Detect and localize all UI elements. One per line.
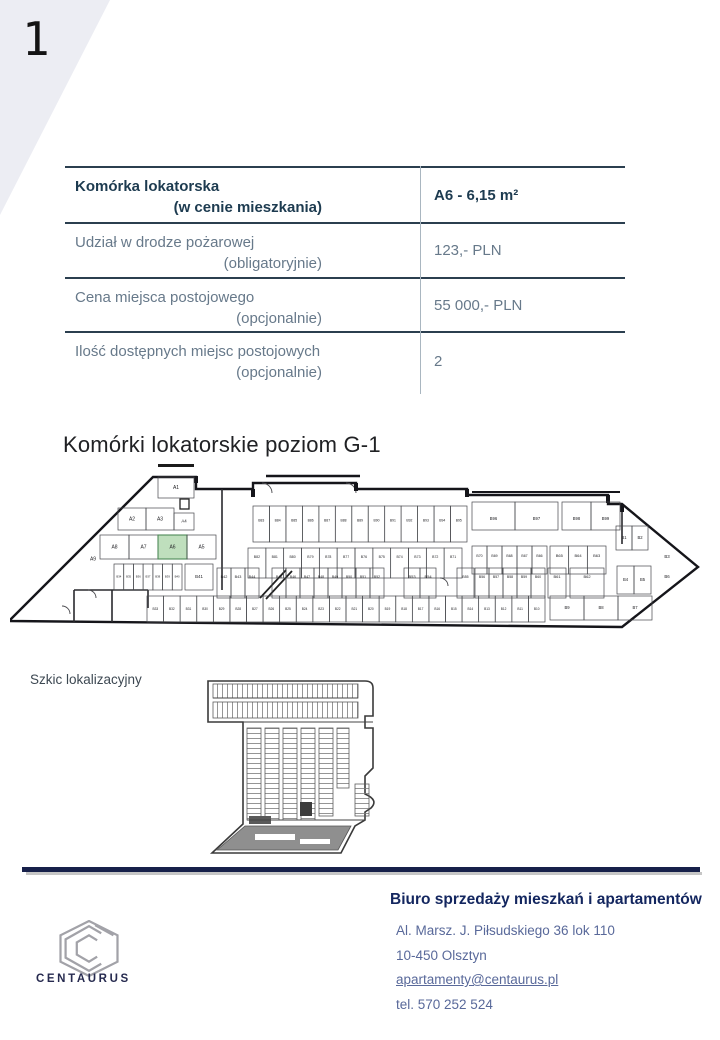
plan-cell-label-A9: A9 <box>89 556 97 563</box>
plan-cell-label-B28: B28 <box>235 606 242 611</box>
plan-cell-label-B93: B93 <box>422 518 429 523</box>
plan-cell-label-B88: B88 <box>340 518 347 523</box>
row-value: 2 <box>434 352 443 370</box>
plan-cell-label-A1: A1 <box>172 484 180 491</box>
plan-cell-label-B80: B80 <box>289 554 296 559</box>
floor-plan-svg <box>10 468 710 643</box>
centaurus-logo-icon <box>56 920 122 977</box>
table-row <box>65 222 625 277</box>
plan-cell-label-B62: B62 <box>583 574 591 580</box>
row-label <box>65 168 420 222</box>
row-label-main: Komórka lokatorska <box>75 178 220 195</box>
table-row <box>65 277 625 331</box>
plan-cell-label-A6: A6 <box>169 544 176 551</box>
brand-name: CENTAURUS <box>36 973 131 985</box>
plan-cell-label-B76: B76 <box>360 554 368 559</box>
plan-cell-label-B56: B56 <box>478 574 486 579</box>
plan-cell-label-B17: B17 <box>417 606 424 611</box>
plan-cell-label-B85: B85 <box>291 518 298 523</box>
plan-cell-label-B24: B24 <box>301 606 308 611</box>
plan-cell-label-B81: B81 <box>271 554 278 559</box>
plan-cell-label-A7: A7 <box>140 544 147 551</box>
plan-cell-label-B60: B60 <box>534 574 542 579</box>
plan-cell-label-B84: B84 <box>274 518 281 523</box>
plan-cell-label-B8: B8 <box>598 605 604 611</box>
plan-cell-label-B69: B69 <box>491 554 498 559</box>
plan-cell-label-B59: B59 <box>520 574 528 579</box>
plan-cell-label-B13: B13 <box>484 606 490 611</box>
plan-cell-label-B29: B29 <box>218 606 225 611</box>
plan-cell-label-B9: B9 <box>564 605 570 611</box>
plan-cell-label-B32: B32 <box>169 606 175 611</box>
plan-cell-label-B35: B35 <box>126 574 132 579</box>
row-label-main: Ilość dostępnych miejsc postojowych <box>75 343 321 360</box>
plan-cell-label-B33: B33 <box>152 606 159 611</box>
plan-cell-label-B70: B70 <box>476 554 483 559</box>
row-label-sub: (w cenie mieszkania) <box>173 199 322 216</box>
plan-cell-label-B73: B73 <box>414 554 421 559</box>
title-underline <box>158 464 194 467</box>
plan-cell-label-B90: B90 <box>373 518 380 523</box>
office-title: Biuro sprzedaży mieszkań i apartamentów <box>390 891 702 908</box>
row-label-sub: (opcjonalnie) <box>236 310 322 327</box>
plan-cell-label-B61: B61 <box>553 574 561 580</box>
plan-cell-label-A8: A8 <box>111 544 118 551</box>
plan-cell-label-B21: B21 <box>351 606 358 611</box>
plan-cell-label-B27: B27 <box>251 606 258 611</box>
plan-cell-label-A3: A3 <box>156 516 164 523</box>
plan-cell-label-B37: B37 <box>145 574 151 579</box>
plan-cell-label-B46: B46 <box>289 574 297 579</box>
row-value: 123,- PLN <box>434 242 502 259</box>
plan-cell-label-B18: B18 <box>401 606 407 611</box>
row-label-main: Cena miejsca postojowego <box>75 289 255 306</box>
plan-cell-label-B49: B49 <box>331 574 339 579</box>
plan-cell-label-B51: B51 <box>359 574 367 579</box>
plan-cell-label-B20: B20 <box>368 606 374 611</box>
plan-cell-label-B95: B95 <box>455 518 462 523</box>
plan-cell-label-B97: B97 <box>532 515 541 521</box>
phone-number: tel. 570 252 524 <box>396 996 493 1012</box>
plan-cell-label-B67: B67 <box>521 554 528 559</box>
row-label-sub: (opcjonalnie) <box>236 364 322 381</box>
plan-cell-label-B57: B57 <box>492 574 500 579</box>
plan-cell-label-B53: B53 <box>408 574 416 580</box>
plan-cell-label-B77: B77 <box>342 554 350 559</box>
plan-cell-label-A4: A4 <box>181 518 187 524</box>
plan-cell-label-B34: B34 <box>116 574 122 579</box>
plan-cell-label-B11: B11 <box>517 606 523 611</box>
plan-cell-label-B40: B40 <box>174 574 180 579</box>
plan-cell-label-B83: B83 <box>258 518 265 523</box>
plan-cell-label-B86: B86 <box>307 518 314 523</box>
plan-cell-label-B50: B50 <box>345 574 353 579</box>
contact-block <box>396 919 615 1017</box>
plan-cell-label-B26: B26 <box>268 606 275 611</box>
plan-cell-label-B94: B94 <box>439 518 446 523</box>
plan-cell-label-B64: B64 <box>574 553 582 559</box>
plan-cell-label-B65: B65 <box>555 553 563 559</box>
table-row <box>65 331 625 389</box>
plan-cell-label-B38: B38 <box>155 574 161 579</box>
address-line1: Al. Marsz. J. Piłsudskiego 36 lok 110 <box>396 923 615 938</box>
row-value: A6 - 6,15 m² <box>434 186 519 204</box>
plan-cell-label-B1: B1 <box>621 535 627 541</box>
plan-cell-label-A2: A2 <box>128 516 136 523</box>
plan-cell-label-B30: B30 <box>202 606 208 611</box>
plan-cell-label-B42: B42 <box>220 575 228 579</box>
plan-cell-label-B99: B99 <box>601 515 610 521</box>
plan-cell-label-B71: B71 <box>449 554 457 559</box>
plan-cell-label-B47: B47 <box>303 574 311 579</box>
building-outline <box>10 477 698 627</box>
plan-cell-label-B52: B52 <box>373 574 381 579</box>
plan-cell-label-B23: B23 <box>318 606 324 611</box>
plan-cell-label-B82: B82 <box>253 554 261 559</box>
table-column-divider <box>420 166 421 394</box>
plan-cell-label-B5: B5 <box>639 577 646 583</box>
plan-cell-label-B10: B10 <box>533 606 540 611</box>
plan-cell-label-B66: B66 <box>536 554 543 559</box>
plan-cell-label-B4: B4 <box>622 577 629 583</box>
plan-cell-label-B43: B43 <box>234 575 242 579</box>
plan-cell-label-B74: B74 <box>396 554 403 559</box>
plan-cell-label-B22: B22 <box>334 606 341 611</box>
plan-cell-label-B3: B3 <box>664 554 670 560</box>
plan-cell-label-B63: B63 <box>593 553 601 559</box>
plan-cell-label-B31: B31 <box>185 606 192 611</box>
sketch-label: Szkic lokalizacyjny <box>30 672 142 687</box>
site-sketch-svg <box>205 676 390 866</box>
plan-cell-label-B54: B54 <box>424 574 432 580</box>
plan-cell-label-B39: B39 <box>164 574 170 579</box>
row-label <box>65 333 420 389</box>
plan-cell-label-B25: B25 <box>285 606 291 611</box>
address-line2: 10-450 Olsztyn <box>396 947 487 963</box>
plan-cell-label-B15: B15 <box>450 606 457 611</box>
plan-cell-label-B19: B19 <box>384 606 391 611</box>
plan-cell-label-B78: B78 <box>325 554 332 559</box>
plan-cell-label-B2: B2 <box>637 535 643 541</box>
plan-cell-label-B6: B6 <box>664 574 670 580</box>
plan-cell-label-B41: B41 <box>195 574 203 580</box>
plan-cell-label-B91: B91 <box>389 518 396 523</box>
plan-cell-label-B79: B79 <box>307 554 314 559</box>
plan-cell-label-A5: A5 <box>198 544 205 551</box>
row-label-main: Udział w drodze pożarowej <box>75 234 255 251</box>
plan-cell-label-B72: B72 <box>432 554 439 559</box>
unit-info-table <box>65 166 625 389</box>
plan-cell-label-B7: B7 <box>632 605 638 611</box>
floor-plan-title: Komórki lokatorskie poziom G-1 <box>63 432 381 457</box>
plan-cell-label-B48: B48 <box>317 574 325 579</box>
plan-cell-label-B87: B87 <box>324 518 331 523</box>
plan-cell-label-B89: B89 <box>356 518 364 523</box>
plan-cell-label-B44: B44 <box>248 575 256 579</box>
plan-cell-label-B14: B14 <box>467 606 474 611</box>
plan-cell-label-B68: B68 <box>506 554 513 559</box>
plan-cell-label-B55: B55 <box>462 574 469 579</box>
row-label <box>65 279 420 331</box>
email-link[interactable]: apartamenty@centaurus.pl <box>396 972 559 987</box>
plan-cell-label-B45: B45 <box>275 574 283 579</box>
row-value: 55 000,- PLN <box>434 296 523 314</box>
plan-cell-label-B36: B36 <box>135 574 141 579</box>
table-row <box>65 166 625 222</box>
plan-cell-label-B16: B16 <box>434 606 441 611</box>
plan-cell-label-B58: B58 <box>506 574 514 579</box>
plan-cell-label-B12: B12 <box>500 606 507 611</box>
footer-separator-shadow <box>26 872 702 875</box>
page-number: 1 <box>22 12 50 66</box>
plan-cell-label-B92: B92 <box>406 518 413 523</box>
row-label <box>65 224 420 277</box>
plan-cell-label-B96: B96 <box>489 515 498 521</box>
row-label-sub: (obligatoryjnie) <box>223 255 322 272</box>
plan-cell-label-B98: B98 <box>572 515 581 521</box>
plan-cell-label-B75: B75 <box>378 554 385 559</box>
